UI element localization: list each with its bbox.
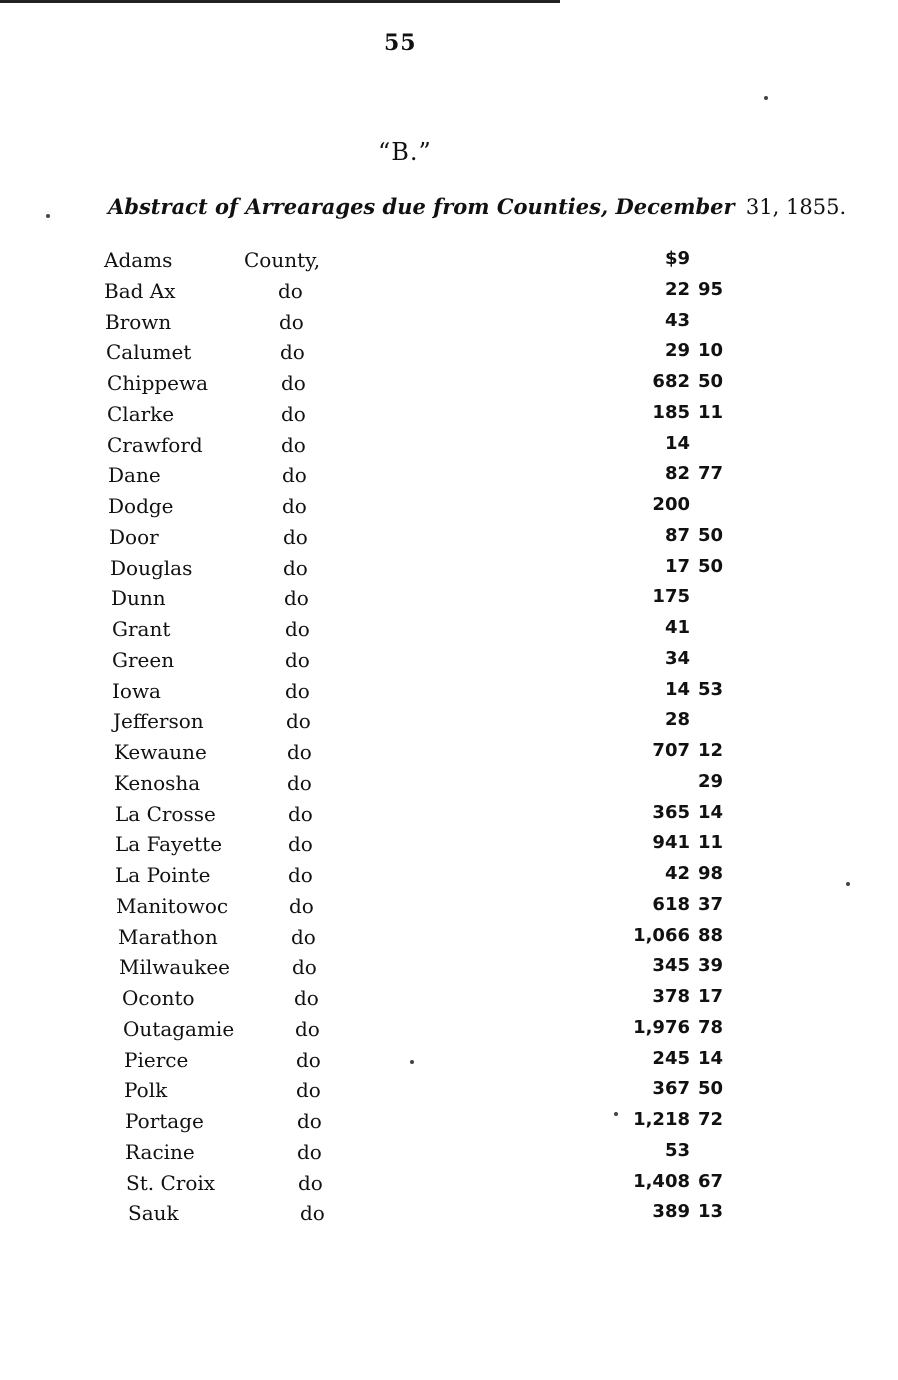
county-type: do xyxy=(283,524,308,549)
table-row xyxy=(0,494,898,525)
table-row xyxy=(0,1048,898,1079)
county-type: do xyxy=(283,555,308,580)
table-row xyxy=(0,771,898,802)
amount-cents: 88 xyxy=(698,924,724,946)
county-name: Racine xyxy=(125,1139,195,1164)
table-row xyxy=(0,1017,898,1048)
county-type: County, xyxy=(244,248,321,272)
county-type: do xyxy=(287,740,312,764)
county-name: Kenosha xyxy=(114,770,201,795)
arrearages-table xyxy=(0,248,898,1232)
table-row xyxy=(0,525,898,556)
county-name: Polk xyxy=(124,1078,168,1103)
amount-cents: 37 xyxy=(698,893,724,915)
amount-cents: 39 xyxy=(698,955,724,977)
county-name: Portage xyxy=(125,1109,204,1133)
amount-dollars: 42 xyxy=(664,863,690,884)
amount-cents: 98 xyxy=(698,863,724,884)
table-row xyxy=(0,310,898,341)
amount-dollars: 41 xyxy=(664,617,690,638)
table-row xyxy=(0,1140,898,1171)
county-type: do xyxy=(285,617,310,641)
amount-dollars: 682 xyxy=(652,371,690,392)
county-type: do xyxy=(281,432,306,457)
amount-dollars: 175 xyxy=(652,586,690,608)
amount-cents: 11 xyxy=(698,401,724,423)
amount-dollars: 17 xyxy=(664,555,690,577)
county-type: do xyxy=(296,1047,321,1072)
county-name: Outagamie xyxy=(123,1016,235,1041)
county-name: Brown xyxy=(105,309,172,334)
amount-cents: 14 xyxy=(698,801,724,823)
county-name: Jefferson xyxy=(113,709,204,734)
county-type: do xyxy=(282,494,307,518)
table-row xyxy=(0,1078,898,1109)
county-type: do xyxy=(297,1139,322,1164)
amount-cents: 50 xyxy=(698,524,724,546)
county-name: Iowa xyxy=(112,678,161,703)
county-name: Crawford xyxy=(107,432,203,457)
amount-dollars: 82 xyxy=(664,463,690,485)
amount-dollars: 245 xyxy=(652,1047,690,1069)
page-top-rule xyxy=(0,0,560,3)
table-row xyxy=(0,863,898,894)
amount-cents: 77 xyxy=(698,463,724,485)
county-type: do xyxy=(288,832,313,857)
scan-speck xyxy=(764,96,768,100)
amount-cents: 72 xyxy=(698,1109,724,1130)
county-type: do xyxy=(285,678,310,703)
scan-speck xyxy=(46,214,50,218)
county-type: do xyxy=(278,278,303,303)
document-title xyxy=(108,194,846,219)
table-row xyxy=(0,709,898,740)
table-row xyxy=(0,617,898,648)
amount-dollars: 941 xyxy=(652,832,690,854)
amount-cents: 11 xyxy=(698,832,724,854)
table-row xyxy=(0,1201,898,1232)
amount-dollars: 185 xyxy=(652,401,690,423)
table-row xyxy=(0,802,898,833)
amount-cents: 53 xyxy=(698,678,724,700)
amount-cents: 50 xyxy=(698,371,724,392)
amount-dollars: 618 xyxy=(652,893,690,915)
amount-dollars: 14 xyxy=(664,432,690,454)
table-row xyxy=(0,1171,898,1202)
amount-dollars: 28 xyxy=(664,709,690,731)
amount-cents: 29 xyxy=(698,770,724,792)
amount-cents: 50 xyxy=(698,555,724,577)
table-row xyxy=(0,371,898,402)
scan-speck xyxy=(410,1060,414,1064)
page-number: 55 xyxy=(384,30,417,56)
amount-cents: 10 xyxy=(698,340,724,362)
amount-dollars: 707 xyxy=(652,740,690,761)
county-type: do xyxy=(294,986,319,1010)
table-row xyxy=(0,955,898,986)
county-name: Sauk xyxy=(128,1201,179,1226)
county-type: do xyxy=(287,770,312,795)
amount-dollars: 200 xyxy=(652,494,690,515)
amount-dollars: 53 xyxy=(664,1139,690,1161)
county-name: Green xyxy=(112,647,175,672)
county-name: Dane xyxy=(108,463,161,488)
table-row xyxy=(0,1109,898,1140)
county-type: do xyxy=(300,1201,325,1226)
amount-dollars: 389 xyxy=(652,1201,690,1223)
table-row xyxy=(0,248,898,279)
county-name: Kewaune xyxy=(114,740,207,764)
table-row xyxy=(0,740,898,771)
county-type: do xyxy=(288,863,313,887)
title-main: Abstract of Arrearages due from Counties, December xyxy=(108,194,735,219)
table-row xyxy=(0,894,898,925)
county-name: Chippewa xyxy=(107,371,209,395)
title-date: 31, 1855. xyxy=(745,195,847,219)
county-name: Dunn xyxy=(111,586,166,611)
county-type: do xyxy=(288,801,313,826)
county-type: do xyxy=(291,924,316,949)
table-row xyxy=(0,279,898,310)
amount-cents: 67 xyxy=(698,1170,724,1192)
section-heading: “B.” xyxy=(378,138,432,166)
scan-speck xyxy=(614,1112,618,1116)
table-row xyxy=(0,925,898,956)
table-row xyxy=(0,586,898,617)
amount-cents: 14 xyxy=(698,1047,724,1069)
table-row xyxy=(0,986,898,1017)
county-type: do xyxy=(292,955,317,980)
table-row xyxy=(0,463,898,494)
amount-dollars: 1,408 xyxy=(633,1170,690,1192)
county-name: Door xyxy=(109,524,159,549)
amount-cents: 12 xyxy=(698,740,724,761)
county-name: Clarke xyxy=(107,401,175,426)
county-type: do xyxy=(289,893,314,918)
amount-dollars: 34 xyxy=(664,647,690,669)
county-type: do xyxy=(284,586,309,611)
amount-cents: 78 xyxy=(698,1016,724,1038)
amount-dollars: $9 xyxy=(664,248,690,269)
table-row xyxy=(0,679,898,710)
county-name: Oconto xyxy=(122,986,195,1010)
table-row xyxy=(0,556,898,587)
amount-cents: 17 xyxy=(698,986,724,1007)
amount-dollars: 29 xyxy=(664,340,690,362)
county-name: Bad Ax xyxy=(104,278,176,303)
county-name: Milwaukee xyxy=(119,955,230,980)
county-name: Douglas xyxy=(110,555,193,580)
county-name: Calumet xyxy=(106,340,192,365)
amount-dollars: 22 xyxy=(664,278,690,300)
county-name: La Pointe xyxy=(115,863,211,887)
amount-dollars: 14 xyxy=(664,678,690,700)
amount-dollars: 43 xyxy=(664,309,690,331)
county-name: Marathon xyxy=(118,924,218,949)
table-row xyxy=(0,648,898,679)
county-type: do xyxy=(279,309,304,334)
amount-dollars: 378 xyxy=(652,986,690,1007)
amount-dollars: 367 xyxy=(652,1078,690,1100)
county-type: do xyxy=(286,709,311,734)
county-name: Adams xyxy=(104,248,173,272)
county-name: Dodge xyxy=(108,494,174,518)
county-type: do xyxy=(281,371,306,395)
county-type: do xyxy=(281,401,306,426)
table-row xyxy=(0,402,898,433)
scan-speck xyxy=(846,882,850,886)
amount-cents: 13 xyxy=(698,1201,724,1223)
county-name: Grant xyxy=(112,617,171,641)
amount-dollars: 87 xyxy=(664,524,690,546)
amount-dollars: 1,218 xyxy=(633,1109,690,1130)
county-name: La Crosse xyxy=(115,801,216,826)
county-type: do xyxy=(285,647,310,672)
amount-dollars: 1,066 xyxy=(633,924,690,946)
amount-dollars: 1,976 xyxy=(633,1016,690,1038)
county-name: St. Croix xyxy=(126,1170,216,1195)
table-row xyxy=(0,433,898,464)
amount-cents: 50 xyxy=(698,1078,724,1100)
county-type: do xyxy=(298,1170,323,1195)
county-type: do xyxy=(282,463,307,488)
county-name: La Fayette xyxy=(115,832,223,857)
county-type: do xyxy=(280,340,305,365)
county-type: do xyxy=(297,1109,322,1133)
amount-dollars: 345 xyxy=(652,955,690,977)
county-type: do xyxy=(295,1016,320,1041)
table-row xyxy=(0,832,898,863)
amount-cents: 95 xyxy=(698,278,724,300)
county-name: Manitowoc xyxy=(116,893,229,918)
amount-dollars: 365 xyxy=(652,801,690,823)
table-row xyxy=(0,340,898,371)
county-type: do xyxy=(296,1078,321,1103)
county-name: Pierce xyxy=(124,1047,189,1072)
